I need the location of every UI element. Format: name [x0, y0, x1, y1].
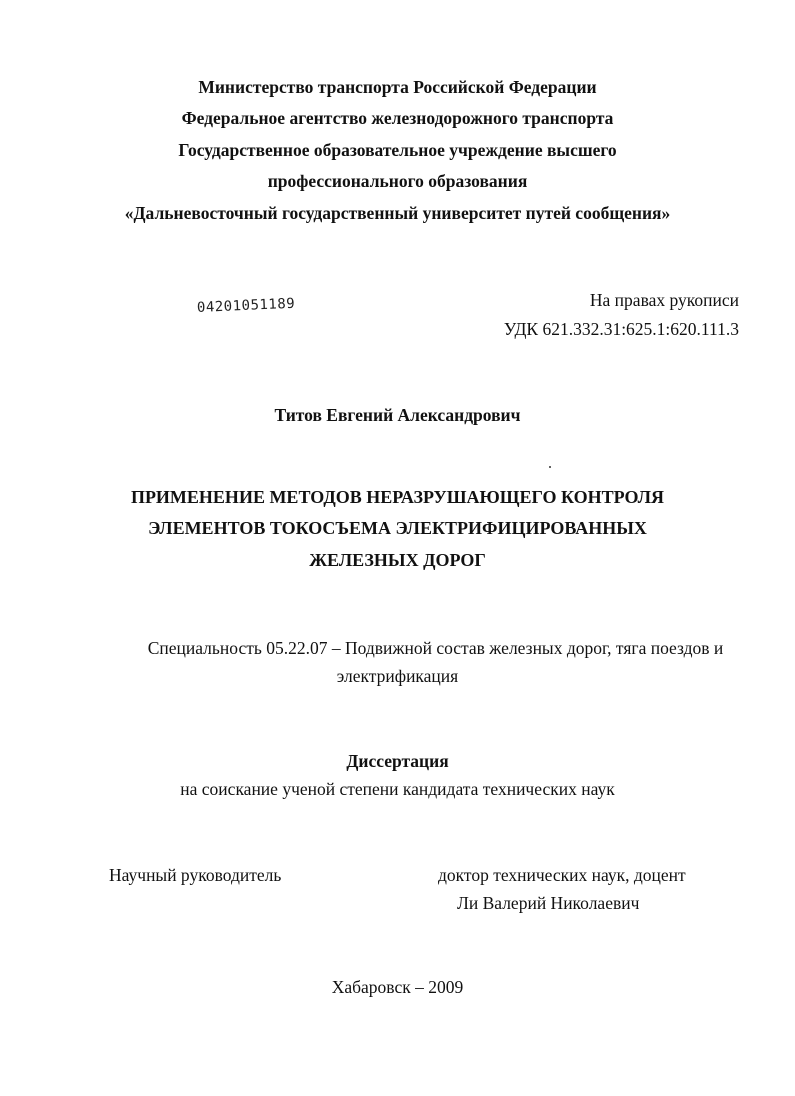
scan-speck — [549, 466, 551, 468]
ministry-line: Министерство транспорта Российской Федерации — [198, 77, 597, 97]
author-name: Титов Евгений Александрович — [274, 405, 521, 425]
udc-code: УДК 621.332.31:625.1:620.111.3 — [503, 319, 739, 339]
supervisor-degree: доктор технических наук, доцент — [438, 865, 686, 885]
dissertation-label: Диссертация — [346, 751, 449, 771]
title-line-3: ЖЕЛЕЗНЫХ ДОРОГ — [309, 550, 486, 570]
specialty-line-1: Специальность 05.22.07 – Подвижной состав железных дорог, тяга поездов и — [147, 638, 724, 658]
agency-line: Федеральное агентство железнодорожного транспорта — [181, 108, 614, 128]
supervisor-label: Научный руководитель — [109, 865, 282, 885]
degree-purpose: на соискание ученой степени кандидата технических наук — [180, 779, 615, 799]
title-line-2: ЭЛЕМЕНТОВ ТОКОСЪЕМА ЭЛЕКТРИФИЦИРОВАННЫХ — [148, 518, 647, 538]
institution-type-line: Государственное образовательное учреждение высшего — [178, 140, 617, 160]
title-line-1: ПРИМЕНЕНИЕ МЕТОДОВ НЕРАЗРУШАЮЩЕГО КОНТРОЛЯ — [130, 487, 665, 507]
library-stamp-number: 04201051189 — [196, 295, 296, 316]
education-level-line: профессионального образования — [267, 171, 528, 191]
specialty-line-2: электрификация — [336, 666, 459, 686]
manuscript-rights: На правах рукописи — [589, 290, 739, 310]
city-year: Хабаровск – 2009 — [331, 977, 464, 997]
university-name-line: «Дальневосточный государственный университет путей сообщения» — [124, 203, 671, 223]
supervisor-name: Ли Валерий Николаевич — [457, 893, 640, 913]
